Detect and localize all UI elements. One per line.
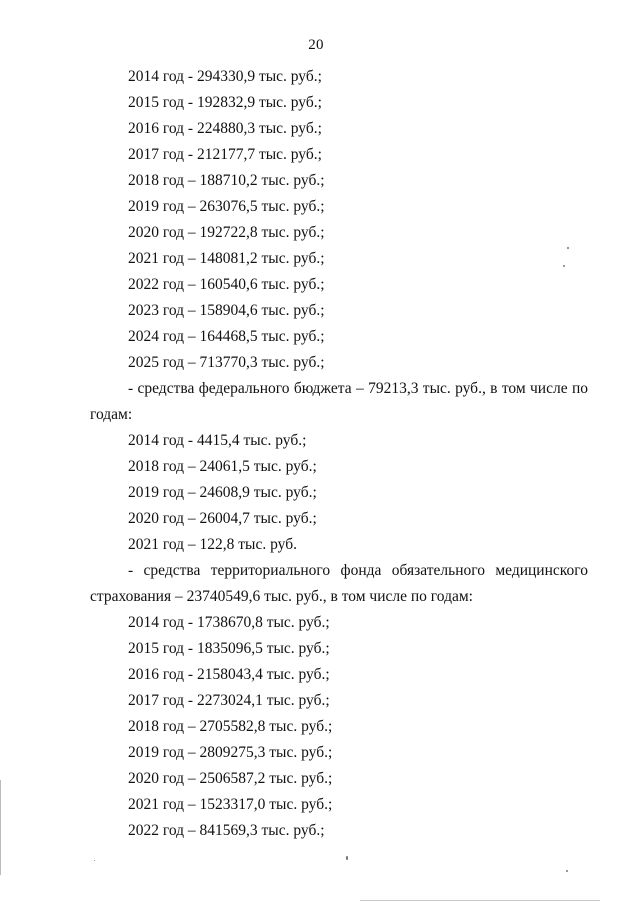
list-item: 2021 год – 1523317,0 тыс. руб.; <box>128 796 333 813</box>
list-item: 2020 год – 26004,7 тыс. руб.; <box>128 510 317 527</box>
scan-speck <box>346 856 348 860</box>
page-number: 20 <box>308 37 324 53</box>
list-item: 2014 год - 1738670,8 тыс. руб.; <box>128 614 330 631</box>
list-item: 2020 год – 192722,8 тыс. руб.; <box>128 224 325 241</box>
federal-budget-paragraph <box>90 376 588 428</box>
paragraph-text: - средства федерального бюджета – 79213,3 тыс. руб., в том числе по годам: <box>90 380 588 423</box>
territorial-fund-paragraph <box>90 558 588 610</box>
scan-speck <box>566 870 568 872</box>
list-item: 2018 год – 24061,5 тыс. руб.; <box>128 458 317 475</box>
list-item: 2023 год – 158904,6 тыс. руб.; <box>128 302 325 319</box>
list-item: 2019 год – 24608,9 тыс. руб.; <box>128 484 317 501</box>
list-item: 2014 год - 294330,9 тыс. руб.; <box>128 68 322 85</box>
scan-speck <box>567 247 569 249</box>
list-item: 2022 год – 160540,6 тыс. руб.; <box>128 276 325 293</box>
list-item: 2018 год – 2705582,8 тыс. руб.; <box>128 718 333 735</box>
list-item: 2021 год – 148081,2 тыс. руб.; <box>128 250 325 267</box>
list-item: 2015 год - 1835096,5 тыс. руб.; <box>128 640 330 657</box>
list-item: 2020 год – 2506587,2 тыс. руб.; <box>128 770 333 787</box>
list-item: 2022 год – 841569,3 тыс. руб.; <box>128 822 325 839</box>
list-item: 2016 год - 224880,3 тыс. руб.; <box>128 120 322 137</box>
list-item: 2014 год - 4415,4 тыс. руб.; <box>128 432 307 449</box>
list-item: 2015 год - 192832,9 тыс. руб.; <box>128 94 322 111</box>
list-item: 2018 год – 188710,2 тыс. руб.; <box>128 172 325 189</box>
list-item: 2025 год – 713770,3 тыс. руб.; <box>128 354 325 371</box>
list-item: 2019 год – 263076,5 тыс. руб.; <box>128 198 325 215</box>
scan-speck <box>94 860 95 861</box>
list-item: 2017 год - 2273024,1 тыс. руб.; <box>128 692 330 709</box>
scan-bottom-rule <box>360 900 600 901</box>
scan-speck <box>563 265 565 267</box>
scan-edge-mark <box>0 780 1 875</box>
list-item: 2021 год – 122,8 тыс. руб. <box>128 536 297 553</box>
list-item: 2024 год – 164468,5 тыс. руб.; <box>128 328 325 345</box>
list-item: 2017 год - 212177,7 тыс. руб.; <box>128 146 322 163</box>
list-item: 2016 год - 2158043,4 тыс. руб.; <box>128 666 330 683</box>
list-item: 2019 год – 2809275,3 тыс. руб.; <box>128 744 333 761</box>
paragraph-text: - средства территориального фонда обязательного медицинского страхования – 23740549,6 тыс. руб., в том числе по годам: <box>90 562 588 605</box>
